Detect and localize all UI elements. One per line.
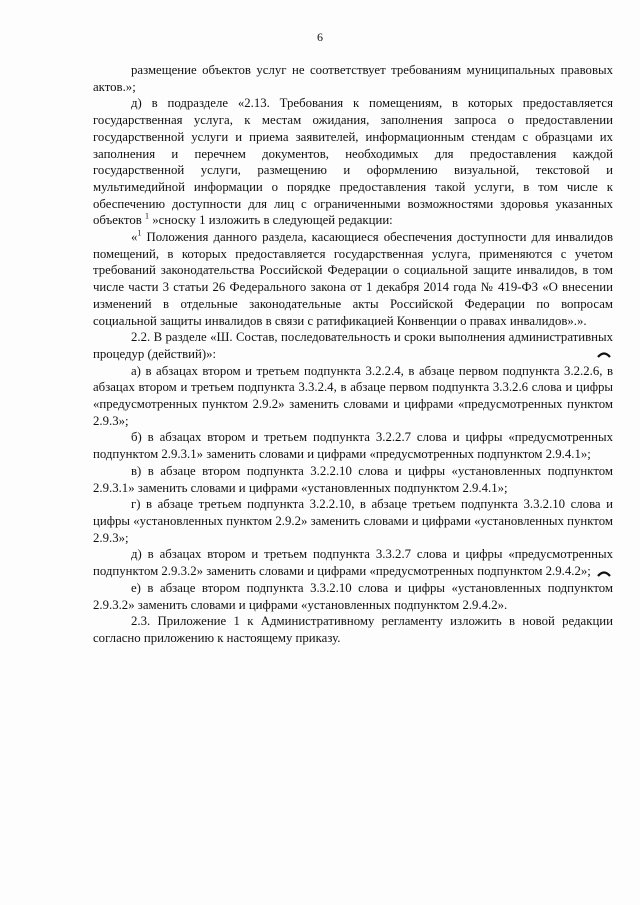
- paragraph-text: б) в абзацах втором и третьем подпункта 3.2.2.7 слова и цифры «предусмотренных подпунктом 2.9.3.1» заменить словами и цифрами «предусмотренных подпунктом 2.9.4.1»;: [93, 430, 613, 462]
- paragraph-item-e: [93, 580, 613, 613]
- paragraph-item-d: [93, 546, 613, 579]
- paragraph-text: 2.3. Приложение 1 к Административному регламенту изложить в новой редакции согласно приложению к настоящему приказу.: [93, 614, 613, 645]
- paragraph-appendix-1: [93, 613, 613, 646]
- paragraph-text: «: [131, 230, 138, 245]
- paragraph-text: »сноску 1 изложить в следующей редакции:: [149, 213, 393, 228]
- paragraph-item-g: [93, 496, 613, 546]
- paragraph-text: 2.2. В разделе «Ш. Состав, последовательность и сроки выполнения административных процедур (действий)»:: [93, 330, 613, 361]
- paragraph-subsection-2-13: [93, 95, 613, 229]
- footnote-marker: 1: [137, 228, 142, 238]
- paragraph-municipal-acts: [93, 62, 613, 95]
- paragraph-text: д) в подразделе «2.13. Требования к помещениям, в которых предоставляется государственная услуга, к местам ожидания, заполнения запроса о предоставлении государственной услуги и приема заявителей, информационным стендам с образцами их заполнения и перечнем документов, необходимых для предоставления каждой государственной услуги, размещению и оформлению визуальной, текстовой и мультимедийной информации о порядке предоставления такой услуги, в том числе к обеспечению доступности для лиц с ограниченными возможностями здоровья указанных объектов: [93, 96, 613, 228]
- footnote-marker: 1: [145, 212, 149, 222]
- paragraph-text: г) в абзаце третьем подпункта 3.2.2.10, в абзаце третьем подпункта 3.3.2.10 слова и цифры «установленных пунктом 2.9.2» заменить словами и цифрами «установленных пунктом 2.9.3»;: [93, 497, 613, 545]
- scan-smudge-icon: [597, 351, 611, 358]
- document-body: [93, 62, 613, 647]
- paragraph-text: размещение объектов услуг не соответствует требованиям муниципальных правовых актов.»;: [93, 63, 613, 94]
- paragraph-section-3: [93, 329, 613, 362]
- paragraph-text: е) в абзаце втором подпункта 3.3.2.10 слова и цифры «установленных подпунктом 2.9.3.2» заменить словами и цифрами «установленных подпунктом 2.9.4.2».: [93, 580, 613, 612]
- paragraph-item-b: [93, 429, 613, 462]
- paragraph-item-v: [93, 463, 613, 496]
- paragraph-text: д) в абзацах втором и третьем подпункта 3.3.2.7 слова и цифры «предусмотренных подпунктом 2.9.3.2» заменить словами и цифрами «предусмотренных подпунктом 2.9.4.2»;: [93, 547, 613, 579]
- scan-smudge-icon: [597, 570, 611, 577]
- paragraph-footnote-text: [93, 229, 613, 329]
- paragraph-text: а) в абзацах втором и третьем подпункта 3.2.2.4, в абзаце первом подпункта 3.2.2.6, в абзацах втором и третьем подпункта 3.3.2.4, в абзаце первом подпункта 3.3.2.6 слова и цифры «предусмотренных пунктом 2.9.2» заменить словами и цифрами «предусмотренных пунктом 2.9.3»;: [93, 363, 613, 428]
- paragraph-text: Положения данного раздела, касающиеся обеспечения доступности для инвалидов помещений, в которых предоставляется государственная услуга, применяются с учетом требований законодательства Российской Федерации о социальной защите инвалидов, в том числе части 3 статьи 26 Федерального закона от 1 декабря 2014 года № 419-ФЗ «О внесении изменений в отдельные законодательные акты Российской Федерации по вопросам социальной защиты инвалидов в связи с ратификацией Конвенции о правах инвалидов».».: [93, 230, 613, 328]
- paragraph-text: в) в абзаце втором подпункта 3.2.2.10 слова и цифры «установленных подпунктом 2.9.3.1» заменить словами и цифрами «установленных подпунктом 2.9.4.1»;: [93, 463, 613, 495]
- page-number: 6: [317, 30, 323, 44]
- paragraph-item-a: [93, 363, 613, 430]
